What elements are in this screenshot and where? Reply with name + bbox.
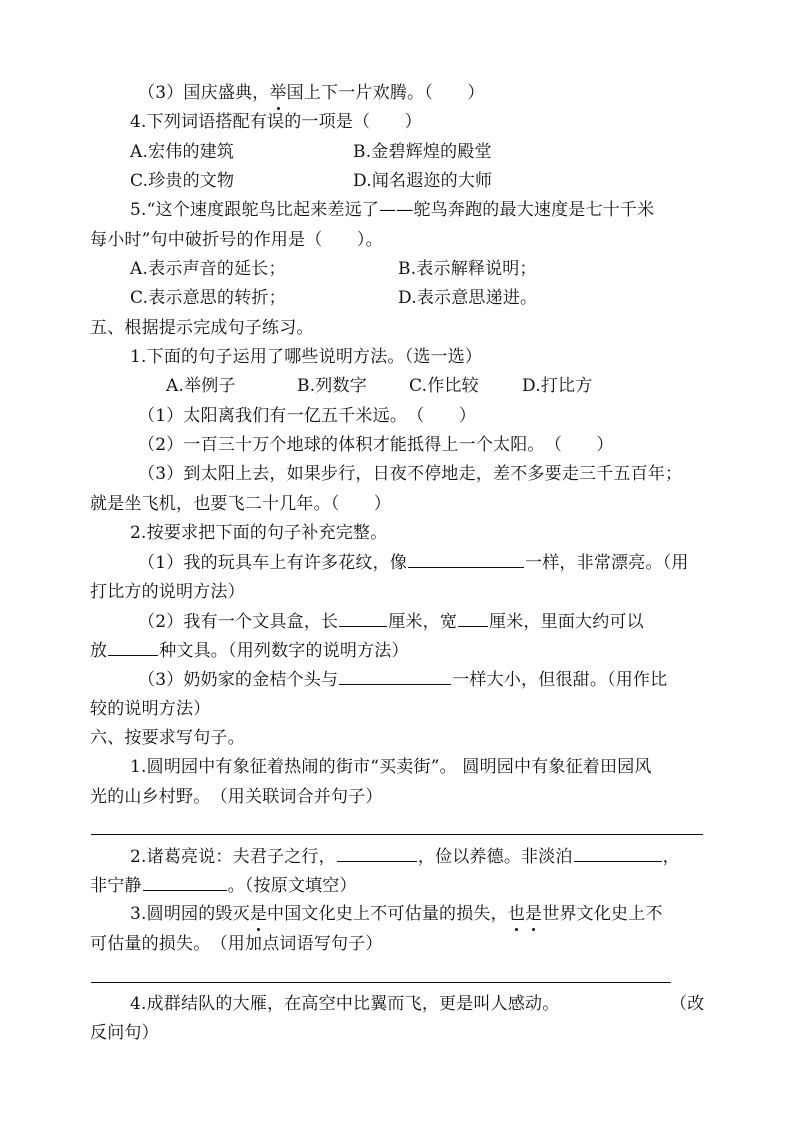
s5-q2-item3-line1 bbox=[138, 668, 667, 691]
s6-q3-text-a: 3.圆明园的毁灭 bbox=[130, 904, 250, 924]
s5-q2-item2-text-b: 厘米，宽 bbox=[388, 612, 458, 632]
s5-q2-item1-text-a: （1）我的玩具车上有许多花纹，像 bbox=[138, 553, 408, 573]
s6-q2-line2 bbox=[90, 874, 357, 897]
q3-item bbox=[138, 82, 485, 104]
s6-q3-line1 bbox=[130, 903, 663, 925]
s5-q2-item1-line1 bbox=[138, 551, 689, 574]
s5-q2-item1-line2: 打比方的说明方法） bbox=[90, 582, 245, 602]
q3-item-suffix: 国上下一片欢腾。（ ） bbox=[286, 83, 485, 103]
answer-line[interactable] bbox=[91, 834, 703, 835]
s5-q1-stem: 1.下面的句子运用了哪些说明方法。（选一选） bbox=[130, 347, 483, 367]
s5-q1-item2: （2）一百三十万个地球的体积才能抵得上一个太阳。 （ ） bbox=[138, 435, 614, 455]
s5-q2-item2-line2 bbox=[90, 639, 409, 662]
q4-stem: 4.下列词语搭配有误的一项是（ ） bbox=[130, 112, 422, 132]
section5-title: 五、根据提示完成句子练习。 bbox=[90, 318, 314, 338]
fill-blank[interactable] bbox=[339, 668, 451, 685]
s5-q2-item3-text-b: 一样大小，但很甜。（用作比 bbox=[452, 670, 668, 690]
s5-q2-item2-text-e: 种文具。（用列数字的说明方法） bbox=[159, 641, 409, 661]
s5-q2-item2-text-d: 放 bbox=[90, 641, 108, 661]
fill-blank[interactable] bbox=[143, 874, 227, 891]
emphasis-dot-char: 是 bbox=[525, 904, 543, 924]
q4-option-d: D.闻名遐迩的大师 bbox=[353, 171, 493, 191]
s6-q3-text-c: 世界文化史上不 bbox=[542, 904, 663, 924]
s6-q2-text-d: 非宁静 bbox=[90, 876, 142, 896]
s6-q2-text-e: 。（按原文填空） bbox=[227, 876, 357, 896]
s6-q3-line2: 可估量的损失。 （用加点词语写句子） bbox=[90, 934, 383, 954]
emphasis-dot-char: 举 bbox=[269, 83, 287, 103]
fill-blank[interactable] bbox=[458, 610, 488, 627]
fill-blank[interactable] bbox=[339, 610, 387, 627]
emphasis-dot-char: 是 bbox=[249, 904, 268, 924]
fill-blank[interactable] bbox=[574, 845, 662, 862]
q5-stem-line2: 每小时”句中破折号的作用是（ ）。 bbox=[90, 230, 383, 250]
fill-blank[interactable] bbox=[408, 551, 524, 568]
q5-stem-line1: 5.“这个速度跟鸵鸟比起来差远了——鸵鸟奔跑的最大速度是七十千米 bbox=[130, 200, 655, 220]
s6-q2-text-b: ，俭以养德。非淡泊 bbox=[417, 847, 573, 867]
s6-q2-line1 bbox=[130, 845, 680, 868]
q4-option-b: B.金碧辉煌的殿堂 bbox=[353, 142, 492, 162]
s6-q4-line2: 反问句） bbox=[90, 1023, 159, 1043]
emphasis-dot-char: 也 bbox=[507, 904, 526, 924]
q5-option-c: C.表示意思的转折； bbox=[130, 288, 286, 308]
s5-choice-a: A.举例子 bbox=[166, 376, 236, 396]
q4-option-a: A.宏伟的建筑 bbox=[130, 142, 235, 162]
q5-option-d: D.表示意思递进。 bbox=[398, 288, 538, 308]
s5-q2-item3-line2: 较的说明方法） bbox=[90, 699, 211, 719]
s6-q1-line2: 光的山乡村野。 （用关联词合并句子） bbox=[90, 787, 383, 807]
s5-q2-item2-line1 bbox=[138, 610, 644, 633]
fill-blank[interactable] bbox=[337, 845, 417, 862]
s6-q2-text-a: 2.诸葛亮说：夫君子之行， bbox=[130, 847, 336, 867]
s6-q4-line1: 4.成群结队的大雁，在高空中比翼而飞，更是叫人感动。 bbox=[130, 994, 560, 1014]
answer-line[interactable] bbox=[91, 982, 671, 983]
q4-option-c: C.珍贵的文物 bbox=[130, 171, 235, 191]
fill-blank[interactable] bbox=[108, 639, 158, 656]
s6-q3-text-b: 中国文化史上不可估量的损失， bbox=[267, 904, 508, 924]
section6-title: 六、按要求写句子。 bbox=[90, 728, 245, 748]
q5-option-a: A.表示声音的延长； bbox=[130, 259, 286, 279]
s5-q2-item2-text-c: 厘米，里面大约可以 bbox=[489, 612, 644, 632]
q5-option-b: B.表示解释说明； bbox=[398, 259, 537, 279]
s5-q2-item3-text-a: （3）奶奶家的金桔个头与 bbox=[138, 670, 339, 690]
s5-choice-d: D.打比方 bbox=[522, 376, 593, 396]
s5-q1-item1: （1）太阳离我们有一亿五千米远。 （ ） bbox=[138, 406, 477, 426]
s5-q1-item3-line1: （3）到太阳上去，如果步行，日夜不停地走，差不多要走三千五百年； bbox=[138, 464, 683, 484]
s6-q2-text-c: ， bbox=[662, 847, 680, 867]
s5-q2-item1-text-b: 一样，非常漂亮。（用 bbox=[525, 553, 689, 573]
s5-q2-stem: 2.按要求把下面的句子补充完整。 bbox=[130, 523, 388, 543]
s5-q1-item3-line2: 就是坐飞机，也要飞二十几年。（ ） bbox=[90, 494, 392, 514]
s5-q2-item2-text-a: （2）我有一个文具盒，长 bbox=[138, 612, 339, 632]
s6-q4-note: （改 bbox=[670, 994, 705, 1014]
q3-item-prefix: （3）国庆盛典， bbox=[138, 83, 270, 103]
s6-q1-line1: 1.圆明园中有象征着热闹的街市“买卖街”。 圆明园中有象征着田园风 bbox=[130, 757, 652, 777]
s5-choice-b: B.列数字 bbox=[297, 376, 367, 396]
s5-choice-c: C.作比较 bbox=[409, 376, 479, 396]
